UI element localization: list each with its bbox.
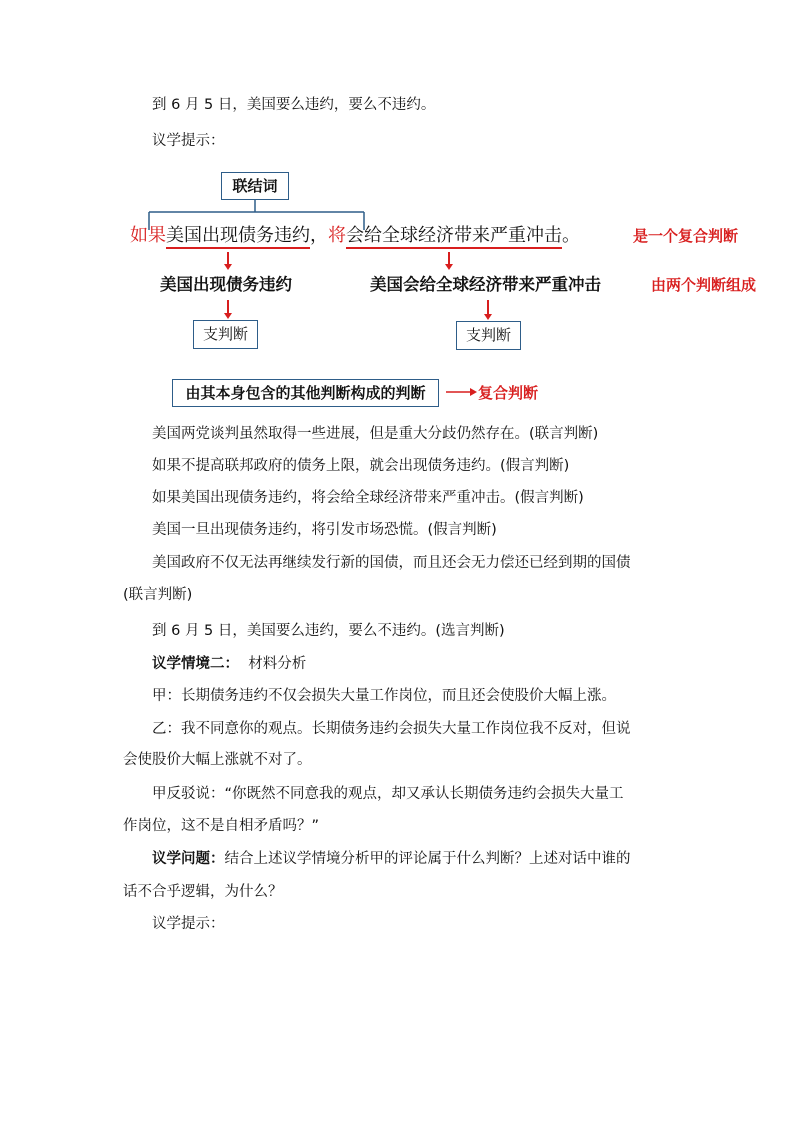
- example-4: 美国一旦出现债务违约，将引发市场恐慌。(假言判断): [152, 522, 497, 538]
- question-line2: 话不合乎逻辑，为什么？: [123, 884, 283, 900]
- period: 。: [562, 225, 580, 246]
- rebuttal-line2: 作岗位，这不是自相矛盾吗？”: [123, 818, 320, 834]
- speaker-yi-line2: 会使股价大幅上涨就不对了。: [123, 752, 312, 768]
- example-5: 美国政府不仅无法再继续发行新的国债，而且还会无力偿还已经到期的国债: [152, 555, 631, 571]
- speaker-jia: 甲：长期债务违约不仅会损失大量工作岗位，而且还会使股价大幅上涨。: [152, 688, 616, 704]
- situation-subtitle: 材料分析: [248, 656, 307, 672]
- left-sub-clause: 美国出现债务违约: [160, 275, 292, 294]
- annotation-compound: 是一个复合判断: [633, 227, 739, 245]
- compound-judgment-diagram: [0, 0, 794, 420]
- example-6: 到 6 月 5 日，美国要么违约，要么不违约。(选言判断): [152, 623, 505, 639]
- consequent-clause: 会给全球经济带来严重冲击: [346, 225, 562, 249]
- example-1: 美国两党谈判虽然取得一些进展，但是重大分歧仍然存在。(联言判断): [152, 426, 599, 442]
- annotation-two-judgments: 由两个判断组成: [651, 276, 757, 294]
- rebuttal-line1: 甲反驳说：“你既然不同意我的观点，却又承认长期债务违约会损失大量工: [152, 786, 624, 802]
- question-line1: [152, 849, 631, 869]
- definition-box: 由其本身包含的其他判断构成的判断: [172, 379, 439, 407]
- opening-sentence: 到 6 月 5 日，美国要么违约，要么不违约。: [152, 97, 436, 113]
- sub-judgment-box-right: 支判断: [456, 321, 521, 350]
- question-text-1: 结合上述议学情境分析甲的评论属于什么判断？上述对话中谁的: [224, 851, 631, 867]
- situation-title: 议学情境二：: [152, 656, 239, 672]
- situation-heading: [152, 654, 306, 674]
- right-sub-clause: 美国会给全球经济带来严重冲击: [370, 275, 601, 294]
- antecedent-clause: 美国出现债务违约: [166, 225, 310, 249]
- example-2: 如果不提高联邦政府的债务上限，就会出现债务违约。(假言判断): [152, 458, 570, 474]
- connective-box: 联结词: [221, 172, 289, 200]
- hint-label-2: 议学提示：: [152, 916, 225, 932]
- conditional-sentence: [130, 224, 580, 248]
- comma: ，: [310, 225, 328, 246]
- example-5-continued: (联言判断): [123, 587, 193, 603]
- connective-if: 如果: [130, 225, 166, 246]
- definition-target: 复合判断: [478, 384, 539, 402]
- sub-judgment-box-left: 支判断: [193, 320, 258, 349]
- question-label: 议学问题：: [152, 851, 225, 867]
- speaker-yi-line1: 乙：我不同意你的观点。长期债务违约会损失大量工作岗位我不反对，但说: [152, 721, 631, 737]
- connective-will: 将: [328, 225, 346, 246]
- hint-label-1: 议学提示：: [152, 133, 225, 149]
- example-3: 如果美国出现债务违约，将会给全球经济带来严重冲击。(假言判断): [152, 490, 584, 506]
- bracket-lines: [0, 0, 794, 420]
